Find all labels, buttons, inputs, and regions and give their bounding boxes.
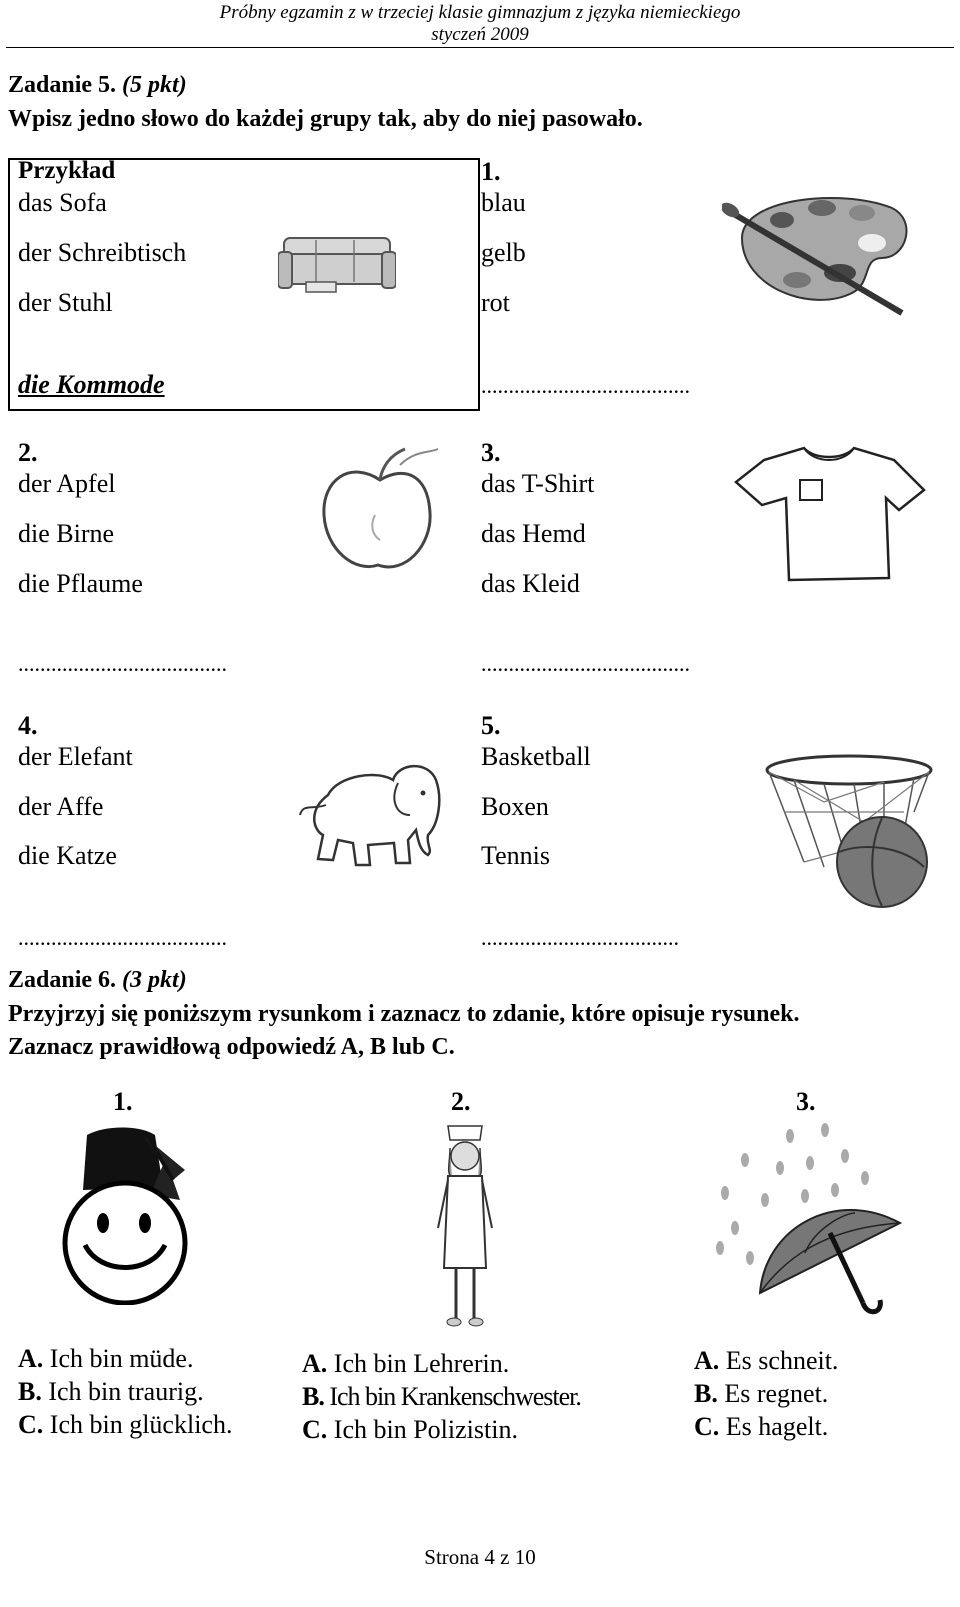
answer-blank[interactable]: ...................................... [18, 651, 227, 676]
task5-title-label: Zadanie 5. [8, 72, 123, 98]
group-number: 4. [18, 711, 38, 740]
page-number: Strona 4 z 10 [424, 1545, 536, 1569]
group-word: das T-Shirt [481, 469, 595, 498]
answer-blank[interactable]: ...................................... [481, 373, 690, 398]
task6-title [8, 967, 187, 994]
task6-instruction: Zaznacz prawidłową odpowiedź A, B lub C. [8, 1034, 455, 1060]
answer-blank[interactable]: ...................................... [481, 651, 690, 676]
example-label: Przykład [18, 157, 116, 184]
task6-title-label: Zadanie 6. [8, 967, 123, 993]
palette-icon [722, 188, 912, 318]
picture-number: 3. [796, 1087, 816, 1116]
option-letter: A. [694, 1346, 720, 1375]
option-text: Ich bin glücklich. [43, 1410, 233, 1439]
option-letter: B. [18, 1377, 42, 1406]
group-number: 3. [481, 438, 501, 467]
option-c[interactable] [302, 1413, 518, 1447]
tshirt-icon [734, 440, 926, 582]
picture-number: 2. [451, 1087, 471, 1116]
option-c[interactable] [694, 1410, 828, 1444]
option-b[interactable] [302, 1380, 581, 1414]
sofa-icon [278, 232, 396, 296]
option-letter: B. [694, 1379, 718, 1408]
option-c[interactable] [18, 1408, 232, 1442]
example-word: das Sofa [18, 188, 107, 217]
group-word: Tennis [481, 841, 550, 870]
option-a[interactable] [18, 1342, 193, 1376]
group-word: der Elefant [18, 742, 133, 771]
option-letter: B. [302, 1382, 324, 1411]
picture-number: 1. [113, 1087, 133, 1116]
example-word: der Stuhl [18, 288, 113, 317]
option-text: Es regnet. [717, 1379, 829, 1408]
elephant-icon [298, 755, 446, 870]
example-answer: die Kommode [18, 370, 165, 399]
group-word: der Affe [18, 792, 104, 821]
option-text: Ich bin Lehrerin. [327, 1349, 510, 1378]
option-letter: A. [302, 1349, 328, 1378]
smiley-fez-icon [55, 1125, 195, 1305]
group-word: der Apfel [18, 469, 116, 498]
group-word: die Pflaume [18, 569, 143, 598]
group-word: das Kleid [481, 569, 580, 598]
option-a[interactable] [302, 1347, 509, 1381]
option-text: Ich bin traurig. [41, 1377, 204, 1406]
group-number: 2. [18, 438, 38, 467]
basketball-icon [764, 752, 934, 912]
option-letter: C. [18, 1410, 44, 1439]
option-a[interactable] [694, 1344, 838, 1378]
option-b[interactable] [18, 1375, 204, 1409]
group-word: Basketball [481, 742, 591, 771]
option-text: Ich bin Krankenschwester. [323, 1382, 581, 1411]
task5-points: (5 pkt) [122, 72, 187, 98]
exam-title: Próbny egzamin z w trzeciej klasie gimnazjum z języka niemieckiego [219, 2, 741, 23]
task5-title [8, 72, 187, 99]
option-letter: A. [18, 1344, 44, 1373]
example-word: der Schreibtisch [18, 238, 187, 267]
group-word: das Hemd [481, 519, 586, 548]
exam-date: styczeń 2009 [431, 24, 529, 45]
task6-instruction: Przyjrzyj się poniższym rysunkom i zaznacz to zdanie, które opisuje rysunek. [8, 1001, 800, 1027]
group-word: rot [481, 288, 510, 317]
group-number: 1. [481, 157, 501, 186]
option-letter: C. [302, 1415, 328, 1444]
answer-blank[interactable]: ...................................... [18, 925, 227, 950]
option-text: Es hagelt. [719, 1412, 829, 1441]
apple-icon [320, 445, 445, 575]
task6-points: (3 pkt) [122, 967, 187, 993]
option-b[interactable] [694, 1377, 828, 1411]
rain-umbrella-icon [705, 1118, 905, 1318]
group-word: blau [481, 188, 526, 217]
header-divider [6, 47, 954, 48]
answer-blank[interactable]: .................................... [481, 925, 679, 950]
group-word: die Birne [18, 519, 115, 548]
group-number: 5. [481, 711, 501, 740]
option-text: Ich bin Polizistin. [327, 1415, 518, 1444]
option-text: Es schneit. [719, 1346, 839, 1375]
nurse-icon [430, 1118, 500, 1333]
task5-instruction: Wpisz jedno słowo do każdej grupy tak, aby do niej pasowało. [8, 106, 643, 132]
group-word: Boxen [481, 792, 549, 821]
option-letter: C. [694, 1412, 720, 1441]
group-word: gelb [481, 238, 526, 267]
group-word: die Katze [18, 841, 117, 870]
option-text: Ich bin müde. [43, 1344, 194, 1373]
